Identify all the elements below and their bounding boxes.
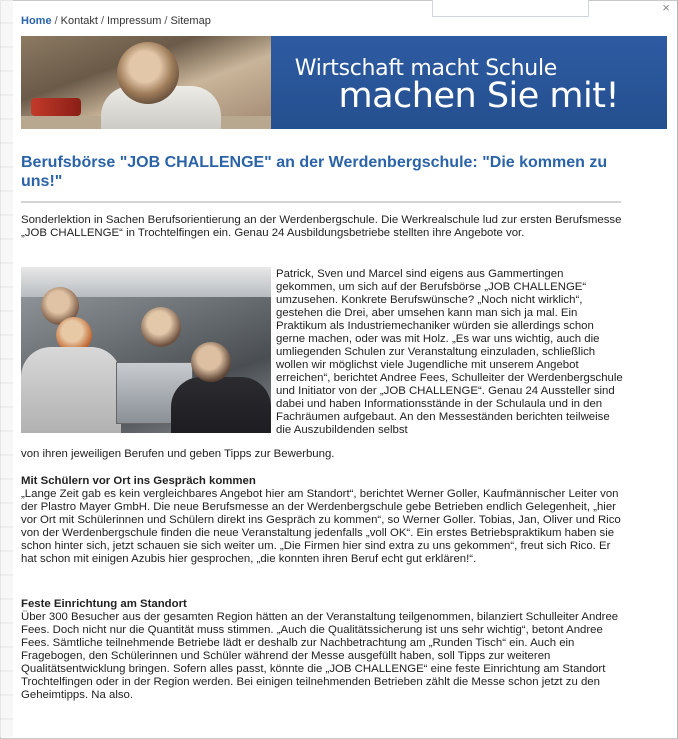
banner-slogan-panel [271,36,667,129]
title-divider [21,201,621,203]
article-intro: Sonderlektion in Sachen Berufsorientierung an der Werdenbergschule. Die Werkrealschule lud zur ersten Berufsmesse „JOB CHALLENGE“ in Trochtelfingen ein. Genau 24 Ausbildungsbetriebe stellten ihre Angebote vor. [21,214,622,239]
photo-person-shirt [21,347,121,433]
article-section-1 [21,475,623,566]
nav-link-impressum[interactable]: Impressum [107,15,162,27]
nav-separator: / [100,15,104,27]
photo-person-head [141,307,181,347]
nav-link-home[interactable]: Home [21,15,52,27]
nav-separator: / [54,15,58,27]
top-navigation [21,15,211,27]
photo-person-head [191,342,231,382]
article-section-2 [21,598,623,702]
photo-student-head [117,42,179,104]
section-2-heading: Feste Einrichtung am Standort [21,598,187,610]
section-2-body: Über 300 Besucher aus der gesamten Region hätten an der Veranstaltung teilgenommen, bilanziert Schulleiter Andree Fees. Doch nicht nur die Quantität muss stimmen. „Auch die Qualitätssicherung ist uns sehr wichtig“, betont Andree Fees. Sämtliche teilnehmende Betriebe lädt er deshalb zur Nachbetrachtung am „Runden Tisch“ ein. Auch ein Fragebogen, den Schülerinnen und Schüler während der Messe ausgefüllt haben, soll Tipps zur weiteren Qualitätsentwicklung bringen. Sofern alles passt, könnte die „JOB CHALLENGE“ eine feste Einrichtung am Standort Trochtelfingen oder in der Region werden. Bei einigen teilnehmenden Betrieben zählt die Messe schon jetzt zu den Geheimtipps. Na also. [21,611,619,701]
photo-drill [31,98,81,116]
banner-slogan-line2: machen Sie mit! [338,76,619,116]
background-strip [0,0,13,737]
section-1-body: „Lange Zeit gab es kein vergleichbares Angebot hier am Standort“, berichtet Werner Goller, Kaufmännischer Leiter von der Plastro Mayer GmbH. Die neue Berufsmesse an der Werdenbergschule gebe Betrieben endlich Gelegenheit, „hier vor Ort mit Schülerinnen und Schülern direkt ins Gespräch zu kommen“, so Werner Goller. Tobias, Jan, Oliver und Rico von der Werdenbergschule finden die neue Veranstaltung jedenfalls „voll OK“. Ein erstes Betriebspraktikum haben sie schon hinter sich, jetzt schauen sie sich weiter um. „Die Firmen hier sind extra zu uns gekommen“, freut sich Rico. Er hat schon mit einigen Azubis hier gesprochen, „die konnten ihren Beruf echt gut erklären!“. [21,488,621,565]
article-paragraph-tail: von ihren jeweiligen Berufen und geben Tipps zur Bewerbung. [21,448,335,460]
article-photo [21,267,271,433]
banner-photo [21,36,271,129]
photo-person-shirt [171,377,271,433]
section-1-heading: Mit Schülern vor Ort ins Gespräch kommen [21,475,256,487]
article-paragraph-beside-photo: Patrick, Sven und Marcel sind eigens aus Gammertingen gekommen, um sich auf der Berufsbörse „JOB CHALLENGE“ umzusehen. Konkrete Berufswünsche? „Noch nicht wirklich“, gestehen die Drei, aber umsehen kann man sich ja mal. Ein Praktikum als Industriemechaniker würden sie allerdings schon gerne machen, oder was mit Holz. „Es war uns wichtig, auch die umliegenden Schulen zur Veranstaltung einzuladen, schließlich wollen wir möglichst viele Jugendliche mit unserem Angebot erreichen“, berichtet Andree Fees, Schulleiter der Werdenbergschule und Initiator von der „JOB CHALLENGE“. Genau 24 Aussteller sind dabei und haben Informationsstände in der Schulaula und in den Fachräumen aufgebaut. An den Messeständen berichten teilweise die Auszubildenden selbst [276,268,623,436]
nav-link-kontakt[interactable]: Kontakt [60,15,98,27]
close-icon[interactable]: × [662,0,670,15]
banner-slogan-line1: Wirtschaft macht Schule [294,56,557,81]
header-banner [21,36,667,129]
nav-link-sitemap[interactable]: Sitemap [170,15,211,27]
article-title: Berufsbörse "JOB CHALLENGE" an der Werdenbergschule: "Die kommen zu uns!" [21,154,608,190]
nav-separator: / [164,15,168,27]
top-input-box [432,0,589,17]
